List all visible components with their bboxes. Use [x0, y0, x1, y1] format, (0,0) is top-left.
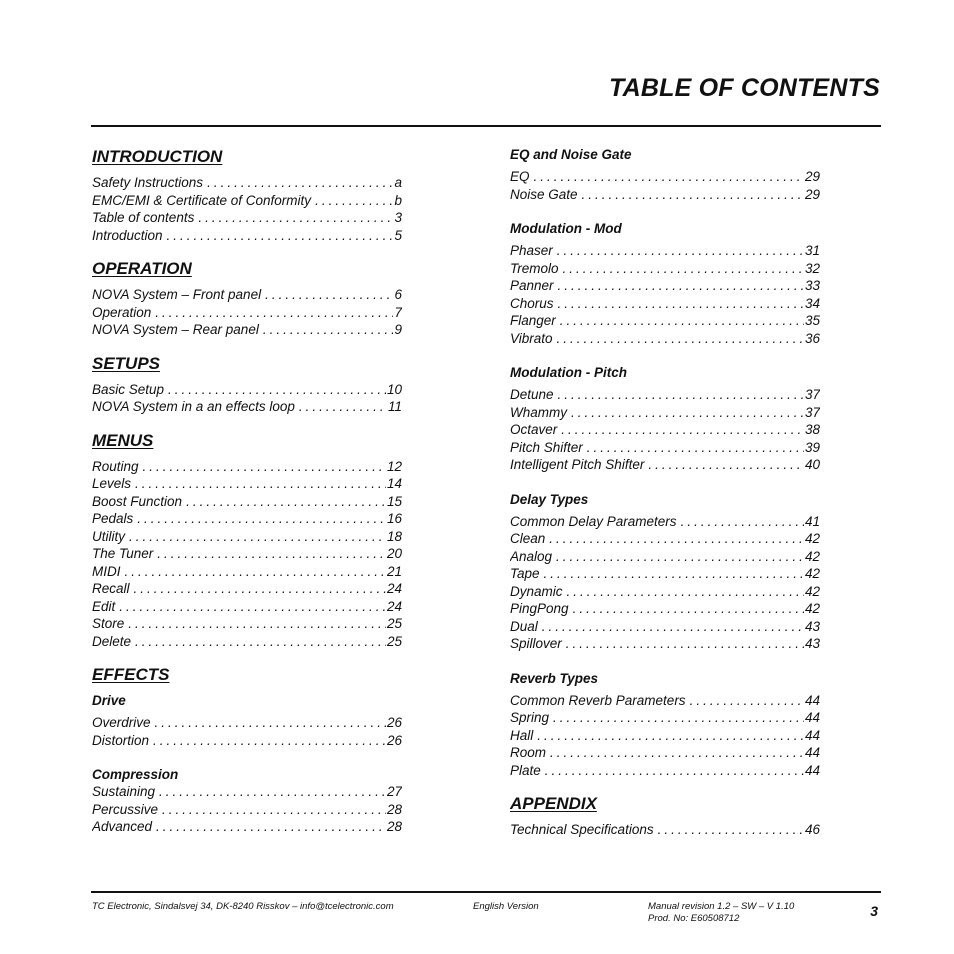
dot-leader [198, 209, 393, 227]
section-modulation-mod [510, 220, 820, 347]
toc-entry-page: 24 [386, 598, 402, 614]
dot-leader [587, 439, 804, 457]
footer-revision: Manual revision 1.2 – SW – V 1.10 [648, 901, 795, 912]
page-title: TABLE OF CONTENTS [609, 74, 880, 102]
toc-entry[interactable] [510, 312, 820, 330]
toc-entry-page: 38 [804, 422, 820, 437]
toc-entry-label: Percussive [92, 801, 159, 817]
dot-leader [263, 321, 394, 339]
toc-entry-page: 41 [804, 513, 820, 529]
dot-leader [571, 404, 804, 422]
toc-entry-label: Plate [510, 762, 541, 778]
footer-revision-block [648, 901, 794, 925]
dot-leader [207, 174, 393, 192]
section-heading[interactable]: MENUS [92, 430, 154, 450]
dot-leader [563, 260, 804, 278]
toc-entry-label: Hall [510, 727, 534, 743]
toc-entry[interactable] [92, 714, 402, 732]
toc-entry[interactable] [92, 732, 402, 750]
toc-list [92, 174, 402, 244]
toc-entry-label: Noise Gate [510, 186, 578, 202]
footer-language: English Version [473, 901, 539, 912]
toc-entry-page: 44 [804, 762, 820, 778]
toc-entry-page: a [394, 175, 402, 190]
dot-leader [557, 242, 804, 260]
toc-entry-page: 36 [804, 330, 820, 346]
toc-entry-label: MIDI [92, 563, 121, 579]
toc-entry-label: Recall [92, 581, 130, 596]
toc-list [510, 821, 820, 839]
dot-leader [658, 821, 804, 839]
toc-entry-page: 28 [386, 801, 402, 817]
footer-product-number: Prod. No: E60508712 [648, 913, 740, 924]
toc-entry[interactable] [510, 242, 820, 260]
toc-entry-label: Dynamic [510, 583, 563, 599]
toc-entry-page: 26 [386, 715, 402, 730]
toc-entry-page: 14 [386, 476, 402, 491]
toc-entry-label: Pedals [92, 511, 134, 526]
toc-entry-page: 10 [386, 381, 402, 397]
toc-entry-label: Advanced [92, 819, 153, 834]
dot-leader [567, 583, 804, 601]
toc-entry-label: Octaver [510, 422, 558, 437]
dot-leader [162, 801, 386, 819]
toc-entry[interactable] [92, 209, 402, 227]
dot-leader [155, 304, 393, 322]
toc-list [510, 386, 820, 474]
section-eq-noise-gate [510, 146, 820, 203]
toc-entry-page: 21 [386, 563, 402, 579]
toc-entry-label: NOVA System – Front panel [92, 287, 262, 302]
dot-leader [558, 295, 804, 313]
toc-entry-page: 9 [394, 322, 402, 337]
toc-entry-page: 34 [804, 295, 820, 311]
toc-entry-label: Chorus [510, 295, 554, 311]
toc-entry-label: PingPong [510, 601, 569, 616]
toc-entry-page: 29 [804, 169, 820, 184]
subsection-heading[interactable]: Reverb Types [510, 670, 599, 686]
toc-entry[interactable] [92, 563, 402, 581]
toc-entry-page: 40 [804, 457, 820, 472]
section-appendix [510, 793, 820, 839]
toc-entry-page: 6 [394, 287, 402, 302]
dot-leader [135, 475, 386, 493]
toc-entry[interactable] [92, 598, 402, 616]
toc-entry[interactable] [92, 192, 402, 210]
section-setups [92, 353, 402, 416]
toc-entry[interactable] [510, 709, 820, 727]
toc-entry[interactable] [92, 615, 402, 633]
toc-list [510, 513, 820, 653]
toc-entry-page: 15 [386, 493, 402, 509]
toc-entry[interactable] [510, 821, 820, 839]
toc-entry-label: Spring [510, 710, 550, 725]
toc-entry-label: Edit [92, 598, 116, 614]
toc-entry[interactable] [92, 528, 402, 546]
subsection-heading[interactable]: EQ and Noise Gate [510, 147, 632, 162]
dot-leader [119, 598, 386, 616]
toc-entry[interactable] [510, 727, 820, 745]
dot-leader [553, 709, 804, 727]
toc-entry-page: 3 [394, 210, 402, 225]
toc-entry-label: Tremolo [510, 260, 559, 276]
toc-entry-label: Table of contents [92, 210, 195, 225]
toc-entry[interactable] [510, 421, 820, 439]
dot-leader [560, 312, 804, 330]
dot-leader [648, 456, 804, 474]
toc-entry-page: 11 [387, 399, 402, 414]
toc-entry-page: 43 [804, 636, 820, 651]
toc-entry-page: 25 [386, 633, 402, 649]
toc-entry-label: Safety Instructions [92, 175, 204, 190]
dot-leader [168, 381, 386, 399]
section-heading[interactable]: SETUPS [92, 353, 161, 373]
section-modulation-pitch [510, 364, 820, 474]
toc-right-column [510, 146, 820, 839]
dot-leader [549, 530, 804, 548]
toc-entry[interactable] [92, 381, 402, 399]
toc-entry-page: 18 [386, 528, 402, 544]
toc-list [92, 714, 402, 749]
toc-entry-page: 37 [804, 387, 820, 402]
toc-entry[interactable] [92, 174, 402, 192]
toc-entry-label: Clean [510, 531, 546, 546]
toc-entry-label: Pitch Shifter [510, 439, 583, 455]
toc-entry-page: 31 [804, 243, 820, 258]
dot-leader [556, 548, 804, 566]
toc-entry-label: Detune [510, 387, 554, 402]
page-number: 3 [870, 903, 878, 919]
toc-entry[interactable] [92, 321, 402, 339]
toc-entry-label: Vibrato [510, 330, 553, 346]
dot-leader [681, 513, 804, 531]
toc-entry-page: 42 [804, 548, 820, 564]
toc-entry[interactable] [510, 583, 820, 601]
toc-entry-page: 42 [804, 566, 820, 581]
toc-entry-page: 44 [804, 692, 820, 708]
toc-list [510, 168, 820, 203]
toc-entry-page: 27 [386, 784, 402, 799]
toc-entry-label: Analog [510, 548, 553, 564]
bottom-divider [91, 891, 881, 893]
dot-leader [186, 493, 386, 511]
toc-entry[interactable] [92, 493, 402, 511]
dot-leader [128, 615, 386, 633]
dot-leader [557, 330, 804, 348]
toc-entry[interactable] [92, 510, 402, 528]
section-menus [92, 430, 402, 651]
toc-entry-page: 33 [804, 278, 820, 293]
toc-entry-page: 16 [386, 511, 402, 526]
toc-entry-label: Panner [510, 278, 554, 293]
toc-entry-page: 44 [804, 727, 820, 743]
toc-entry[interactable] [510, 168, 820, 186]
dot-leader [542, 618, 804, 636]
toc-entry-page: 24 [386, 581, 402, 596]
toc-entry[interactable] [92, 801, 402, 819]
toc-entry-page: 5 [394, 227, 402, 243]
toc-entry-label: EQ [510, 169, 530, 184]
toc-entry[interactable] [510, 744, 820, 762]
toc-entry[interactable] [510, 548, 820, 566]
toc-list [510, 242, 820, 347]
toc-entry[interactable] [510, 600, 820, 618]
toc-entry-label: Routing [92, 458, 139, 474]
toc-entry-page: 35 [804, 313, 820, 328]
toc-entry-label: Operation [92, 304, 152, 320]
section-delay-types [510, 491, 820, 653]
toc-entry[interactable] [92, 783, 402, 801]
section-heading[interactable]: INTRODUCTION [92, 147, 223, 166]
section-heading[interactable]: APPENDIX [510, 794, 597, 813]
section-introduction [92, 146, 402, 244]
toc-entry[interactable] [92, 304, 402, 322]
toc-entry-label: Spillover [510, 636, 562, 651]
subsection-heading[interactable]: Compression [92, 767, 179, 782]
toc-entry-page: 7 [394, 304, 402, 320]
toc-entry[interactable] [510, 635, 820, 653]
dot-leader [315, 192, 393, 210]
toc-entry-page: 44 [804, 745, 820, 760]
dot-leader [135, 633, 386, 651]
section-heading[interactable]: EFFECTS [92, 665, 170, 684]
toc-list [92, 783, 402, 836]
toc-entry-page: 46 [804, 822, 820, 837]
toc-entry-label: Introduction [92, 227, 163, 243]
toc-entry-page: 42 [804, 601, 820, 616]
toc-list [92, 286, 402, 339]
dot-leader [155, 714, 386, 732]
toc-entry-page: 42 [804, 583, 820, 599]
dot-leader [545, 762, 804, 780]
dot-leader [143, 458, 386, 476]
toc-list [92, 458, 402, 651]
subsection-heading[interactable]: Modulation - Mod [510, 221, 622, 236]
dot-leader [137, 510, 386, 528]
dot-leader [129, 528, 386, 546]
dot-leader [134, 580, 386, 598]
dot-leader [561, 421, 804, 439]
toc-left-column [92, 146, 402, 836]
dot-leader [167, 227, 394, 245]
toc-entry[interactable] [510, 330, 820, 348]
toc-entry[interactable] [510, 618, 820, 636]
dot-leader [265, 286, 393, 304]
toc-entry[interactable] [510, 456, 820, 474]
toc-entry-page: b [394, 192, 402, 208]
toc-entry-page: 39 [804, 439, 820, 455]
toc-entry-label: Boost Function [92, 493, 183, 509]
toc-entry[interactable] [510, 439, 820, 457]
toc-list [92, 381, 402, 416]
toc-entry[interactable] [510, 565, 820, 583]
dot-leader [573, 600, 804, 618]
toc-entry-label: Delete [92, 633, 132, 649]
toc-entry-label: Basic Setup [92, 381, 165, 397]
toc-entry-page: 25 [386, 616, 402, 631]
toc-entry[interactable] [510, 277, 820, 295]
toc-entry-label: Levels [92, 476, 132, 491]
dot-leader [558, 277, 804, 295]
toc-entry-page: 29 [804, 186, 820, 202]
toc-entry[interactable] [510, 513, 820, 531]
toc-entry-page: 32 [804, 260, 820, 276]
toc-entry-page: 26 [386, 732, 402, 748]
toc-entry-label: Phaser [510, 243, 553, 258]
toc-entry-label: NOVA System – Rear panel [92, 322, 259, 337]
toc-entry[interactable] [92, 398, 402, 416]
toc-entry-label: Dual [510, 618, 538, 634]
dot-leader [550, 744, 804, 762]
toc-entry-label: Overdrive [92, 715, 151, 730]
subsection-heading[interactable]: Drive [92, 693, 126, 708]
toc-list [510, 692, 820, 780]
dot-leader [299, 398, 387, 416]
dot-leader [159, 783, 386, 801]
toc-entry-page: 20 [386, 546, 402, 561]
toc-entry-label: Flanger [510, 313, 556, 328]
toc-entry-label: NOVA System in a an effects loop [92, 399, 295, 414]
toc-entry-page: 12 [386, 458, 402, 474]
toc-entry-page: 28 [386, 819, 402, 834]
toc-entry[interactable] [510, 186, 820, 204]
dot-leader [537, 727, 804, 745]
toc-entry-page: 37 [804, 404, 820, 420]
toc-entry-label: Whammy [510, 404, 567, 420]
dot-leader [125, 563, 386, 581]
section-reverb-types [510, 670, 820, 780]
toc-entry[interactable] [92, 633, 402, 651]
dot-leader [534, 168, 804, 186]
toc-entry[interactable] [92, 475, 402, 493]
toc-entry-label: Intelligent Pitch Shifter [510, 457, 645, 472]
toc-entry[interactable] [92, 818, 402, 836]
top-divider [91, 125, 881, 127]
dot-leader [156, 818, 386, 836]
dot-leader [558, 386, 804, 404]
toc-entry[interactable] [510, 530, 820, 548]
toc-entry[interactable] [510, 762, 820, 780]
subsection-heading[interactable]: Modulation - Pitch [510, 365, 627, 380]
section-effects [92, 664, 402, 836]
toc-entry-label: Room [510, 745, 547, 760]
toc-entry[interactable] [92, 286, 402, 304]
toc-entry-label: Tape [510, 566, 540, 581]
toc-entry-label: Sustaining [92, 784, 156, 799]
toc-entry[interactable] [92, 545, 402, 563]
toc-entry[interactable] [510, 260, 820, 278]
toc-entry-label: Common Reverb Parameters [510, 692, 686, 708]
toc-entry[interactable] [510, 692, 820, 710]
toc-entry-label: Common Delay Parameters [510, 513, 677, 529]
dot-leader [690, 692, 804, 710]
dot-leader [157, 545, 386, 563]
footer-address: TC Electronic, Sindalsvej 34, DK-8240 Risskov – info@tcelectronic.com [92, 901, 394, 912]
subsection-heading[interactable]: Delay Types [510, 491, 589, 507]
toc-entry[interactable] [510, 404, 820, 422]
dot-leader [582, 186, 804, 204]
toc-entry-label: EMC/EMI & Certificate of Conformity [92, 192, 312, 208]
toc-entry-label: Store [92, 616, 125, 631]
toc-entry-page: 44 [804, 710, 820, 725]
toc-entry-page: 43 [804, 618, 820, 634]
dot-leader [153, 732, 386, 750]
toc-entry-label: Distortion [92, 732, 150, 748]
toc-entry[interactable] [92, 227, 402, 245]
toc-entry[interactable] [92, 458, 402, 476]
toc-entry-label: Utility [92, 528, 125, 544]
toc-entry[interactable] [510, 386, 820, 404]
toc-entry[interactable] [510, 295, 820, 313]
toc-entry[interactable] [92, 580, 402, 598]
toc-entry-label: The Tuner [92, 546, 154, 561]
toc-entry-page: 42 [804, 531, 820, 546]
section-operation [92, 258, 402, 339]
dot-leader [566, 635, 804, 653]
toc-entry-label: Technical Specifications [510, 822, 654, 837]
section-heading[interactable]: OPERATION [92, 259, 192, 278]
dot-leader [544, 565, 804, 583]
